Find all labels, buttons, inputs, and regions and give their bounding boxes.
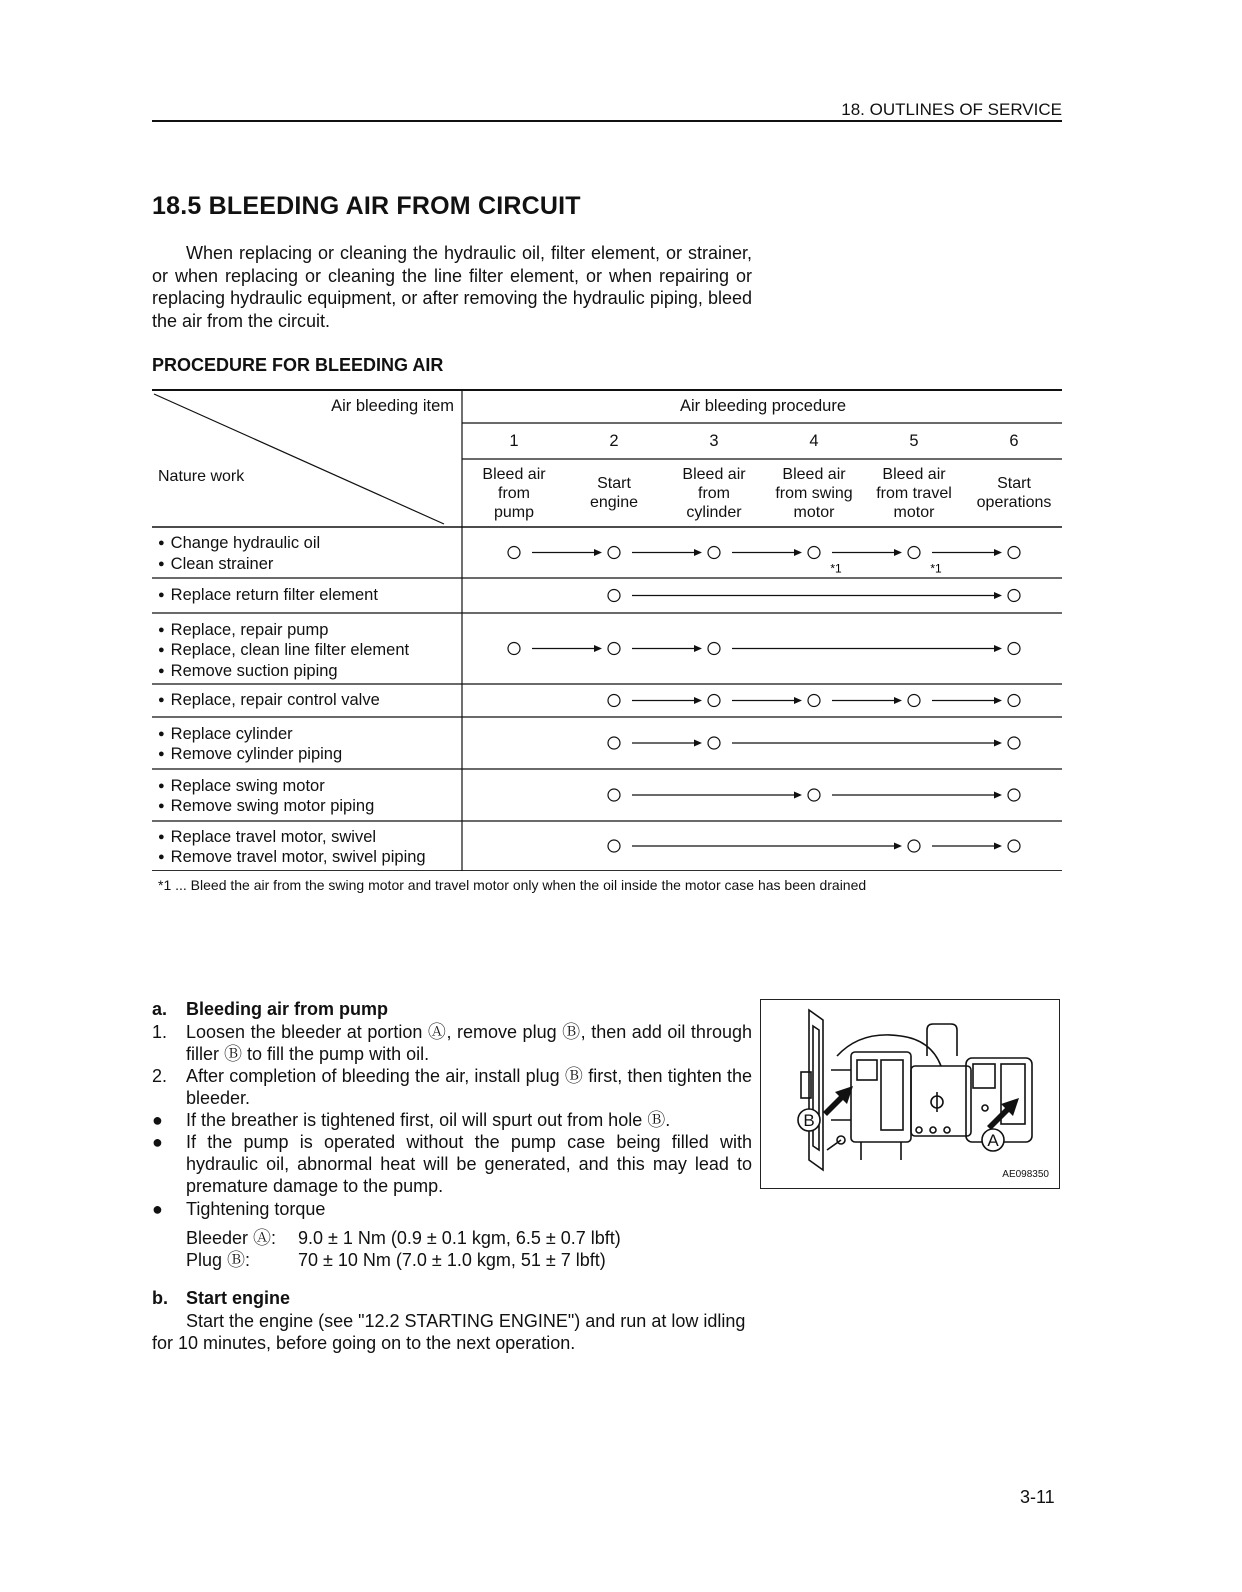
step-text: Loosen the bleeder at portion Ⓐ, remove plug Ⓑ, then add oil through filler Ⓑ to fill the pump with oil. <box>186 1022 752 1064</box>
work-item: ● Clean strainer <box>158 555 320 576</box>
torque-key: Plug Ⓑ: <box>186 1250 251 1270</box>
step-name-line: Start <box>997 475 1031 492</box>
step-circle-icon <box>808 695 820 707</box>
section-a-step-2 <box>152 1065 752 1109</box>
step-circle-icon <box>908 695 920 707</box>
step-circle-icon <box>608 695 620 707</box>
step-circle-icon <box>908 840 920 852</box>
step-circle-icon <box>708 737 720 749</box>
arrow-head-icon <box>594 549 602 556</box>
arrow-head-icon <box>994 792 1002 799</box>
step-marker: 1. <box>152 1022 168 1042</box>
header-rule <box>152 120 1062 122</box>
section-b-paragraph <box>152 1310 752 1354</box>
torque-value: 70 ± 10 Nm (7.0 ± 1.0 kgm, 51 ± 7 lbft) <box>298 1250 606 1270</box>
step-circle-icon <box>608 737 620 749</box>
arrow-head-icon <box>794 697 802 704</box>
step-name-line: from travel <box>876 484 952 502</box>
step-name-line: Bleed air <box>882 465 946 483</box>
step-circle-icon <box>1008 643 1020 655</box>
step-marker: 2. <box>152 1066 168 1086</box>
work-item: ● Replace return filter element <box>158 586 378 607</box>
step-circle-icon <box>608 840 620 852</box>
bullet-text: If the breather is tightened first, oil will spurt out from hole Ⓑ. <box>186 1110 671 1130</box>
bullet-marker: ● <box>152 1132 163 1152</box>
arrow-head-icon <box>894 697 902 704</box>
step-name-line: motor <box>893 503 935 521</box>
step-circle-icon <box>1008 840 1020 852</box>
step-name-line: operations <box>976 494 1052 511</box>
step-name-line: from <box>698 484 730 502</box>
arrow-head-icon <box>694 645 702 652</box>
step-name-line: Bleed air <box>782 465 846 483</box>
section-a-bullet-2 <box>152 1131 752 1197</box>
work-item: ● Replace swing motor <box>158 777 374 798</box>
step-circle-icon <box>1008 789 1020 801</box>
section-b-title: Start engine <box>186 1288 291 1308</box>
arrow-head-icon <box>994 592 1002 599</box>
procedure-heading: PROCEDURE FOR BLEEDING AIR <box>152 355 444 375</box>
work-item: ● Replace travel motor, swivel <box>158 828 426 849</box>
section-b-label: b. <box>152 1288 168 1308</box>
step-name-line: Start <box>597 475 631 492</box>
step-circle-icon <box>808 789 820 801</box>
step-circle-icon <box>1008 737 1020 749</box>
step-circle-icon <box>708 695 720 707</box>
bullet-marker: ● <box>152 1110 163 1130</box>
footnote-marker: *1 <box>830 561 842 576</box>
section-b-text: Start the engine (see "12.2 STARTING ENGINE") and run at low idling for 10 minutes, before going on to the next operation. <box>152 1311 746 1353</box>
step-number-3: 3 <box>709 432 719 450</box>
step-circle-icon <box>608 590 620 602</box>
step-name-3 <box>664 465 764 522</box>
step-number-2: 2 <box>609 432 619 450</box>
torque-value: 9.0 ± 1 Nm (0.9 ± 0.1 kgm, 6.5 ± 0.7 lbft) <box>298 1228 621 1248</box>
work-item: ● Replace, repair control valve <box>158 691 380 712</box>
running-header: 18. OUTLINES OF SERVICE <box>841 100 1062 119</box>
bullet-text: If the pump is operated without the pump case being filled with hydraulic oil, abnormal heat will be generated, and this may lead to premature damage to the pump. <box>186 1132 752 1196</box>
work-item: ● Change hydraulic oil <box>158 534 320 555</box>
step-name-4 <box>764 465 864 522</box>
callout-b-label: B <box>803 1111 815 1130</box>
section-a-bullet-1 <box>152 1109 752 1131</box>
work-item: ● Remove cylinder piping <box>158 745 342 766</box>
page-number: 3-11 <box>1020 1487 1055 1507</box>
bullet-text: Tightening torque <box>186 1199 326 1219</box>
arrow-head-icon <box>894 843 902 850</box>
step-name-line: engine <box>589 494 639 511</box>
step-name-line: Bleed air <box>482 465 546 483</box>
step-name-line: Bleed air <box>682 465 746 483</box>
arrow-head-icon <box>994 697 1002 704</box>
arrow-head-icon <box>694 549 702 556</box>
bullet-marker: ● <box>152 1199 163 1219</box>
step-circle-icon <box>1008 695 1020 707</box>
step-circle-icon <box>708 643 720 655</box>
header-nature-work: Nature work <box>158 468 245 485</box>
work-item-row-6 <box>158 777 374 818</box>
work-item: ● Remove swing motor piping <box>158 797 374 818</box>
arrow-head-icon <box>994 645 1002 652</box>
step-name-1 <box>464 465 564 522</box>
intro-text: When replacing or cleaning the hydraulic oil, filter element, or strainer, or when replacing or cleaning the line filter element, or when repairing or replacing hydraulic equipment, or after removing the hydraulic piping, bleed the air from the circuit. <box>152 243 752 331</box>
arrow-head-icon <box>594 645 602 652</box>
step-circle-icon <box>508 547 520 559</box>
step-circle-icon <box>608 547 620 559</box>
step-number-6: 6 <box>1009 432 1019 450</box>
pump-illustration <box>761 1000 1058 1187</box>
section-a-step-1 <box>152 1021 752 1065</box>
arrow-head-icon <box>894 549 902 556</box>
header-air-bleeding-item: Air bleeding item <box>331 397 454 415</box>
step-circle-icon <box>508 643 520 655</box>
arrow-head-icon <box>794 549 802 556</box>
figure-code: AE098350 <box>1002 1169 1049 1180</box>
work-item-row-1 <box>158 534 320 575</box>
work-item: ● Remove suction piping <box>158 662 409 683</box>
section-a-label: a. <box>152 999 168 1019</box>
step-name-line: from swing <box>775 484 853 502</box>
torque-plug <box>186 1246 606 1272</box>
table-footnote: *1 ... Bleed the air from the swing motor and travel motor only when the oil inside the motor case has been drained <box>158 877 867 893</box>
step-circle-icon <box>808 547 820 559</box>
step-circle-icon <box>608 789 620 801</box>
work-item-row-4 <box>158 691 380 712</box>
step-number-1: 1 <box>509 432 519 450</box>
work-item-row-7 <box>158 828 426 869</box>
step-name-6 <box>964 474 1064 512</box>
section-title: 18.5 BLEEDING AIR FROM CIRCUIT <box>152 192 581 220</box>
intro-paragraph <box>152 242 752 332</box>
section-a-title: Bleeding air from pump <box>186 999 389 1019</box>
section-a-heading <box>152 999 388 1020</box>
work-item: ● Replace cylinder <box>158 725 342 746</box>
work-item-row-5 <box>158 725 342 766</box>
procedure-table <box>152 388 1062 871</box>
step-circle-icon <box>1008 547 1020 559</box>
arrow-head-icon <box>794 792 802 799</box>
step-circle-icon <box>1008 590 1020 602</box>
work-item-row-2 <box>158 586 378 607</box>
step-circle-icon <box>908 547 920 559</box>
work-item: ● Replace, repair pump <box>158 621 409 642</box>
pump-figure <box>760 999 1060 1189</box>
step-circle-icon <box>708 547 720 559</box>
work-item: ● Remove travel motor, swivel piping <box>158 848 426 869</box>
arrow-head-icon <box>694 740 702 747</box>
step-name-line: pump <box>493 503 535 521</box>
step-name-line: cylinder <box>686 503 742 521</box>
work-item: ● Replace, clean line filter element <box>158 641 409 662</box>
footnote-marker: *1 <box>930 561 942 576</box>
step-name-line: motor <box>793 503 835 521</box>
step-name-2 <box>564 474 664 512</box>
step-text: After completion of bleeding the air, install plug Ⓑ first, then tighten the bleeder. <box>186 1066 752 1108</box>
step-name-5 <box>864 465 964 522</box>
step-number-4: 4 <box>809 432 819 450</box>
step-number-5: 5 <box>909 432 919 450</box>
arrow-head-icon <box>994 549 1002 556</box>
section-a-bullet-3 <box>152 1198 752 1220</box>
step-name-line: from <box>498 484 530 502</box>
torque-key: Bleeder Ⓐ: <box>186 1228 277 1248</box>
step-circle-icon <box>608 643 620 655</box>
arrow-head-icon <box>694 697 702 704</box>
work-item-row-3 <box>158 621 409 683</box>
callout-a-label: A <box>987 1131 999 1150</box>
arrow-head-icon <box>994 843 1002 850</box>
header-air-bleeding-procedure: Air bleeding procedure <box>679 397 847 415</box>
arrow-head-icon <box>994 740 1002 747</box>
section-b-heading <box>152 1288 290 1309</box>
